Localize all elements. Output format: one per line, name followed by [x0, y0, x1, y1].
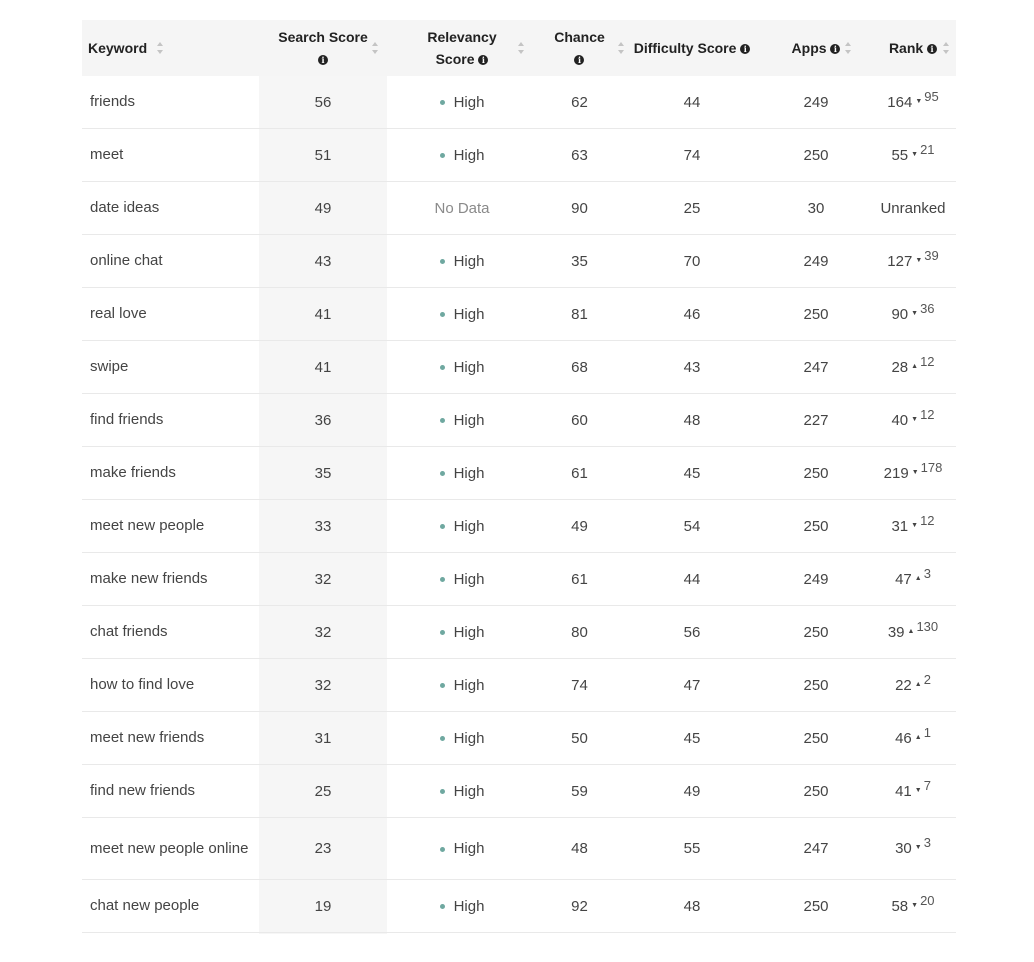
- relevancy-score-cell: [387, 659, 537, 711]
- relevancy-dot-icon: [440, 100, 445, 105]
- relevancy-dot-icon: [440, 418, 445, 423]
- chance-cell: 49: [571, 517, 588, 535]
- difficulty-score-cell: 43: [683, 358, 701, 376]
- column-header-label: [88, 37, 147, 59]
- table-row[interactable]: [82, 341, 956, 394]
- triangle-down-icon: ▼: [911, 521, 919, 529]
- column-label-line1: Chance: [554, 29, 605, 45]
- apps-cell: 250: [803, 897, 829, 915]
- rank-value: Unranked: [880, 199, 946, 217]
- relevancy-label: High: [453, 729, 485, 747]
- triangle-up-icon: ▲: [914, 680, 922, 688]
- info-icon[interactable]: i: [574, 55, 584, 65]
- relevancy-score-cell: [387, 394, 537, 446]
- rank-value: 58: [891, 897, 909, 915]
- table-row[interactable]: [82, 288, 956, 341]
- rank-cell: [870, 818, 956, 879]
- relevancy-label: High: [453, 464, 485, 482]
- keyword-cell: date ideas: [90, 199, 160, 216]
- apps-cell: 249: [803, 570, 829, 588]
- relevancy-label: High: [453, 411, 485, 429]
- relevancy-dot-icon: [440, 153, 445, 158]
- triangle-down-icon: ▼: [915, 256, 923, 264]
- apps-cell: 227: [803, 411, 829, 429]
- column-header-label: [554, 26, 605, 70]
- chance-cell: 60: [571, 411, 588, 429]
- info-icon[interactable]: i: [830, 44, 840, 54]
- triangle-up-icon: ▲: [914, 733, 922, 741]
- chance-cell: 68: [571, 358, 588, 376]
- rank-delta: 36: [920, 300, 935, 316]
- relevancy-label: High: [453, 146, 485, 164]
- rank-value: 46: [895, 729, 912, 747]
- chance-cell: 59: [571, 782, 588, 800]
- table-row[interactable]: [82, 659, 956, 712]
- relevancy-label: High: [453, 623, 485, 641]
- table-row[interactable]: [82, 818, 956, 880]
- rank-delta: 39: [924, 247, 939, 263]
- search-score-cell: 36: [314, 411, 332, 429]
- rank-value: 127: [887, 252, 913, 270]
- relevancy-score-cell: [387, 129, 537, 181]
- difficulty-score-cell: 46: [683, 305, 701, 323]
- triangle-down-icon: ▼: [911, 309, 919, 317]
- column-label-line2: Score: [435, 51, 475, 67]
- column-label-line1: Keyword: [88, 40, 148, 56]
- difficulty-score-cell: 47: [683, 676, 701, 694]
- relevancy-label: High: [453, 782, 485, 800]
- apps-cell: 250: [803, 305, 829, 323]
- apps-cell: 247: [803, 840, 829, 857]
- keyword-cell: how to find love: [90, 676, 195, 693]
- search-score-cell: 32: [314, 570, 332, 588]
- rank-cell: [870, 553, 956, 605]
- keyword-cell: friends: [90, 93, 136, 110]
- rank-value: 30: [895, 840, 912, 857]
- rank-cell: [870, 659, 956, 711]
- rank-delta: 2: [923, 671, 931, 687]
- search-score-cell: 41: [314, 305, 332, 323]
- search-score-cell: 31: [314, 729, 332, 747]
- chance-cell: 61: [571, 464, 588, 482]
- triangle-down-icon: ▼: [911, 415, 919, 423]
- triangle-down-icon: ▼: [911, 150, 919, 158]
- rank-delta: 21: [920, 141, 935, 157]
- rank-delta: 3: [923, 565, 931, 581]
- keyword-cell: chat friends: [90, 623, 168, 640]
- table-row[interactable]: [82, 500, 956, 553]
- search-score-cell: 32: [314, 676, 332, 694]
- difficulty-score-cell: 56: [683, 623, 701, 641]
- chance-cell: 81: [571, 305, 588, 323]
- rank-cell: [870, 394, 956, 446]
- table-row[interactable]: [82, 129, 956, 182]
- column-header-apps[interactable]: [762, 20, 870, 76]
- rank-cell: [870, 341, 956, 393]
- chance-cell: 35: [571, 252, 588, 270]
- keyword-cell: find friends: [90, 411, 164, 428]
- keyword-cell: meet new people online: [90, 839, 249, 857]
- rank-value: 22: [895, 676, 912, 694]
- keyword-cell: find new friends: [90, 782, 196, 799]
- relevancy-dot-icon: [440, 365, 445, 370]
- search-score-cell: 25: [314, 782, 332, 800]
- chance-cell: 80: [571, 623, 588, 641]
- search-score-cell: 56: [314, 93, 332, 111]
- triangle-down-icon: ▼: [915, 97, 923, 105]
- apps-cell: 247: [803, 358, 829, 376]
- table-row[interactable]: [82, 235, 956, 288]
- difficulty-score-cell: 25: [683, 199, 701, 217]
- rank-cell: [870, 288, 956, 340]
- rank-delta: 95: [924, 88, 939, 104]
- apps-cell: 250: [803, 517, 829, 535]
- info-icon[interactable]: i: [927, 44, 937, 54]
- info-icon[interactable]: i: [318, 55, 328, 65]
- chance-cell: 61: [571, 570, 588, 588]
- rank-delta: 12: [920, 512, 935, 528]
- relevancy-dot-icon: [440, 577, 445, 582]
- table-row[interactable]: [82, 447, 956, 500]
- column-header-label: [792, 37, 841, 59]
- rank-delta: 7: [923, 777, 931, 793]
- column-header-relevancy[interactable]: [387, 20, 537, 76]
- column-label-line1: Rank: [888, 40, 924, 56]
- keyword-cell: swipe: [90, 358, 129, 375]
- rank-cell: [870, 447, 956, 499]
- relevancy-label: High: [453, 358, 485, 376]
- relevancy-label: High: [453, 305, 485, 323]
- rank-delta: 178: [920, 459, 943, 475]
- search-score-cell: 51: [314, 146, 332, 164]
- rank-value: 55: [891, 146, 909, 164]
- relevancy-dot-icon: [440, 736, 445, 741]
- table-row[interactable]: [82, 553, 956, 606]
- relevancy-dot-icon: [440, 630, 445, 635]
- column-header-rank[interactable]: [870, 20, 956, 76]
- rank-delta: 12: [920, 406, 935, 422]
- column-header-difficulty: [622, 20, 762, 76]
- relevancy-dot-icon: [440, 904, 445, 909]
- chance-cell: 63: [571, 146, 588, 164]
- info-icon[interactable]: i: [740, 44, 750, 54]
- sort-arrows-icon[interactable]: [156, 42, 164, 54]
- column-label-line1: Search Score: [278, 29, 368, 45]
- relevancy-dot-icon: [440, 789, 445, 794]
- relevancy-label: High: [453, 93, 485, 111]
- keyword-cell: meet new people: [90, 517, 205, 534]
- rank-value: 47: [895, 570, 912, 588]
- search-score-cell: 19: [314, 897, 332, 915]
- table-row[interactable]: [82, 880, 956, 933]
- table-body: [82, 76, 956, 933]
- table-row[interactable]: [82, 76, 956, 129]
- rank-value: 28: [891, 358, 909, 376]
- relevancy-dot-icon: [440, 524, 445, 529]
- search-score-cell: 49: [314, 199, 332, 217]
- apps-cell: 250: [803, 729, 829, 747]
- search-score-cell: 35: [314, 464, 332, 482]
- column-label-line1: Difficulty Score: [633, 40, 737, 56]
- search-score-cell: 41: [314, 358, 332, 376]
- difficulty-score-cell: 55: [683, 840, 701, 857]
- rank-delta: 1: [923, 724, 931, 740]
- triangle-down-icon: ▼: [911, 468, 919, 476]
- keyword-cell: online chat: [90, 252, 163, 269]
- relevancy-dot-icon: [440, 847, 445, 852]
- rank-cell: [870, 500, 956, 552]
- table-row[interactable]: [82, 765, 956, 818]
- relevancy-dot-icon: [440, 259, 445, 264]
- difficulty-score-cell: 44: [683, 93, 701, 111]
- keyword-cell: make friends: [90, 464, 176, 481]
- rank-value: 31: [891, 517, 909, 535]
- rank-cell: [870, 765, 956, 817]
- rank-cell: [870, 606, 956, 658]
- relevancy-dot-icon: [440, 471, 445, 476]
- rank-delta: 130: [916, 618, 939, 634]
- rank-delta: 20: [920, 892, 935, 908]
- relevancy-dot-icon: [440, 312, 445, 317]
- sort-arrows-icon[interactable]: [942, 42, 950, 54]
- chance-cell: 74: [571, 676, 588, 694]
- rank-cell: [870, 880, 956, 932]
- column-header-label: [278, 26, 368, 70]
- keyword-cell: meet: [90, 146, 124, 163]
- rank-cell: [870, 182, 956, 234]
- triangle-down-icon: ▼: [914, 786, 922, 794]
- relevancy-score-cell: [387, 76, 537, 128]
- search-score-cell: 23: [314, 840, 332, 857]
- info-icon[interactable]: i: [478, 55, 488, 65]
- rank-value: 40: [891, 411, 909, 429]
- rank-cell: [870, 76, 956, 128]
- apps-cell: 249: [803, 252, 829, 270]
- apps-cell: 30: [807, 199, 825, 217]
- rank-delta: 3: [923, 835, 931, 850]
- relevancy-score-cell: [387, 818, 537, 879]
- apps-cell: 250: [803, 782, 829, 800]
- relevancy-label: High: [453, 897, 485, 915]
- rank-value: 41: [895, 782, 912, 800]
- relevancy-label: No Data: [434, 199, 490, 217]
- relevancy-score-cell: [387, 606, 537, 658]
- relevancy-score-cell: [387, 712, 537, 764]
- sort-arrows-icon[interactable]: [517, 42, 525, 54]
- relevancy-score-cell: [387, 880, 537, 932]
- keyword-cell: meet new friends: [90, 729, 205, 746]
- search-score-cell: 32: [314, 623, 332, 641]
- column-header-label: [889, 37, 937, 59]
- relevancy-label: High: [453, 252, 485, 270]
- rank-cell: [870, 235, 956, 287]
- relevancy-score-cell: [387, 288, 537, 340]
- chance-cell: 62: [571, 93, 588, 111]
- difficulty-score-cell: 49: [683, 782, 701, 800]
- triangle-down-icon: ▼: [911, 901, 919, 909]
- triangle-up-icon: ▲: [907, 627, 915, 635]
- rank-value: 164: [887, 93, 913, 111]
- relevancy-score-cell: [387, 500, 537, 552]
- keyword-cell: make new friends: [90, 570, 208, 587]
- difficulty-score-cell: 70: [683, 252, 701, 270]
- column-header-label: [427, 26, 496, 70]
- keyword-cell: real love: [90, 305, 147, 322]
- chance-cell: 48: [571, 840, 588, 857]
- difficulty-score-cell: 48: [683, 897, 701, 915]
- keyword-table: [82, 20, 956, 933]
- relevancy-score-cell: [387, 447, 537, 499]
- relevancy-dot-icon: [440, 683, 445, 688]
- relevancy-score-cell: [387, 765, 537, 817]
- chance-cell: 92: [571, 897, 588, 915]
- apps-cell: 250: [803, 464, 829, 482]
- table-row[interactable]: [82, 712, 956, 765]
- rank-value: 219: [883, 464, 909, 482]
- rank-cell: [870, 129, 956, 181]
- table-row[interactable]: [82, 182, 956, 235]
- apps-cell: 250: [803, 146, 829, 164]
- triangle-up-icon: ▲: [914, 574, 922, 582]
- chance-cell: 50: [571, 729, 588, 747]
- apps-cell: 250: [803, 676, 829, 694]
- column-label-line1: Relevancy: [427, 29, 497, 45]
- table-row[interactable]: [82, 394, 956, 447]
- relevancy-score-cell: [387, 235, 537, 287]
- difficulty-score-cell: 44: [683, 570, 701, 588]
- difficulty-score-cell: 54: [683, 517, 701, 535]
- difficulty-score-cell: 45: [683, 729, 701, 747]
- relevancy-label: High: [453, 517, 485, 535]
- difficulty-score-cell: 45: [683, 464, 701, 482]
- relevancy-label: High: [453, 840, 485, 857]
- relevancy-score-cell: [387, 553, 537, 605]
- sort-arrows-icon[interactable]: [371, 42, 379, 54]
- keyword-cell: chat new people: [90, 897, 200, 914]
- triangle-down-icon: ▼: [914, 844, 922, 851]
- difficulty-score-cell: 48: [683, 411, 701, 429]
- triangle-up-icon: ▲: [911, 362, 919, 370]
- rank-value: 39: [887, 623, 905, 641]
- column-header-chance[interactable]: [537, 20, 622, 76]
- search-score-cell: 33: [314, 517, 332, 535]
- difficulty-score-cell: 74: [683, 146, 701, 164]
- column-header-kw[interactable]: [82, 20, 265, 76]
- rank-delta: 12: [920, 353, 935, 369]
- sort-arrows-icon[interactable]: [844, 42, 852, 54]
- column-header-label: [634, 37, 751, 59]
- column-header-search[interactable]: [259, 20, 387, 76]
- rank-value: 90: [891, 305, 909, 323]
- relevancy-score-cell: [387, 341, 537, 393]
- column-label-line1: Apps: [791, 40, 827, 56]
- table-row[interactable]: [82, 606, 956, 659]
- relevancy-score-cell: [387, 182, 537, 234]
- search-score-cell: 43: [314, 252, 332, 270]
- apps-cell: 249: [803, 93, 829, 111]
- table-header: [82, 20, 956, 76]
- apps-cell: 250: [803, 623, 829, 641]
- rank-cell: [870, 712, 956, 764]
- relevancy-label: High: [453, 570, 485, 588]
- chance-cell: 90: [571, 199, 588, 217]
- relevancy-label: High: [453, 676, 485, 694]
